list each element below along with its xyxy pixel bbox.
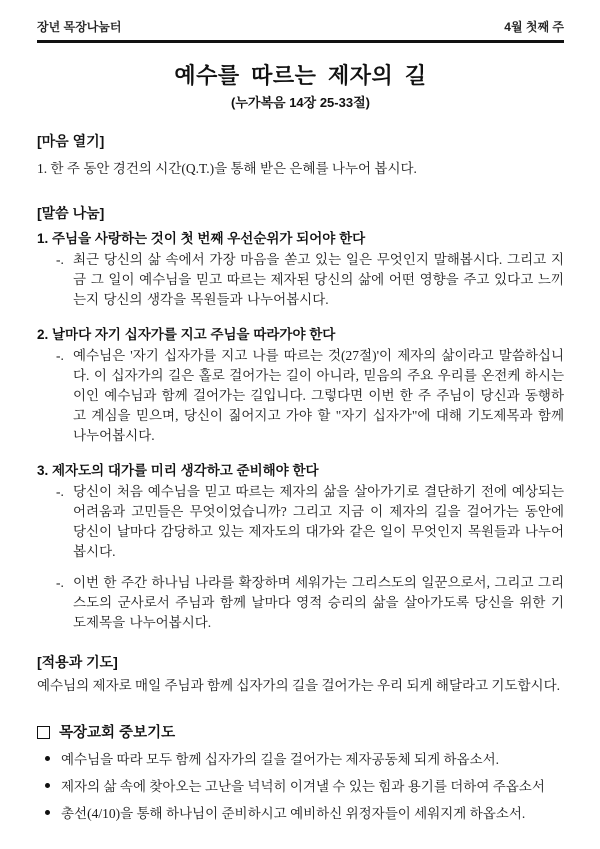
header-rule: [37, 40, 564, 43]
prayer-list: [37, 750, 564, 823]
word-sharing-item-2-sub-1-text: 예수님은 '자기 십자가를 지고 나를 따르는 것(27절)'이 제자의 삶이라고 말씀하십니다. 이 십자가의 길은 홀로 걸어가는 길이 아니라, 믿음의 주요 우리를 온전케 하시는 이인 예수님과 함께 걸어가는 길입니다. 그렇다면 이번 한 주 주님이 당신과 동행하고 계심을 믿으며, 당신이 짊어지고 가야 할 "자기 십자가"에 대해 기도제목과 함께 나누어봅시다.: [73, 348, 564, 443]
application-heading: [적용과 기도]: [37, 654, 118, 670]
word-sharing-item-3-sub-2: [56, 573, 564, 633]
word-sharing-item-1-sub-1: [56, 250, 564, 310]
checkbox-icon: [37, 726, 50, 739]
application-body: 예수님의 제자로 매일 주님과 함께 십자가의 길을 걸어가는 우리 되게 해달라고 기도합시다.: [37, 678, 561, 693]
word-sharing-item-1-sub-1-text: 최근 당신의 삶 속에서 가장 마음을 쏟고 있는 일은 무엇인지 말해봅시다. 그리고 지금 그 일이 예수님을 믿고 따르는 제자된 당신의 삶에 어떤 영향을 주고 있다고 느끼는지 당신의 생각을 목원들과 나누어봅시다.: [73, 252, 564, 307]
dash-marker: -.: [56, 575, 64, 590]
bullet-icon: [45, 810, 50, 815]
prayer-item-2: [45, 777, 564, 796]
word-sharing-item-2: [37, 326, 564, 446]
bullet-icon: [45, 756, 50, 761]
prayer-item-3: [45, 804, 564, 823]
heart-opening-item: 1. 한 주 동안 경건의 시간(Q.T.)을 통해 받은 은혜를 나누어 봅시다.: [37, 161, 417, 176]
dash-marker: -.: [56, 252, 64, 267]
section-heart-opening: [37, 133, 564, 179]
title-block: [37, 63, 564, 111]
scripture-reference: (누가복음 14장 25-33절): [231, 95, 370, 110]
page-header: [37, 19, 564, 35]
section-application-prayer: [37, 654, 564, 696]
word-sharing-item-1: [37, 230, 564, 310]
page-title: 예수를 따르는 제자의 길: [174, 63, 427, 88]
word-sharing-item-3-sub-1-text: 당신이 처음 예수님을 믿고 따르는 제자의 삶을 살아가기로 결단하기 전에 예상되는 어려움과 고민들은 무엇이었습니까? 그리고 지금 이 제자의 길을 걸어가는 동안에 당신이 날마다 감당하고 있는 제자도의 대가와 같은 일이 무엇인지 목원들과 나누어봅시다.: [73, 484, 564, 559]
word-sharing-item-3: [37, 462, 564, 633]
header-series-label: 장년 목장나눔터: [37, 20, 122, 34]
word-sharing-item-1-title: 1. 주님을 사랑하는 것이 첫 번째 우선순위가 되어야 한다: [37, 231, 366, 246]
prayer-item-3-text: 총선(4/10)을 통해 하나님이 준비하시고 예비하신 위정자들이 세워지게 하옵소서.: [61, 806, 526, 821]
word-sharing-item-3-sub-2-text: 이번 한 주간 하나님 나라를 확장하며 세워가는 그리스도의 일꾼으로서, 그리고 그리스도의 군사로서 주님과 함께 날마다 영적 승리의 삶을 살아가도록 당신을 위한 기도제목을 나누어봅시다.: [73, 575, 564, 630]
intercession-heading-row: [37, 724, 564, 742]
word-sharing-item-3-sub-1: [56, 482, 564, 562]
section-intercession: [37, 724, 564, 823]
prayer-item-1: [45, 750, 564, 769]
dash-marker: -.: [56, 348, 64, 363]
dash-marker: -.: [56, 484, 64, 499]
header-week-label: 4월 첫째 주: [504, 20, 564, 34]
word-sharing-item-2-title: 2. 날마다 자기 십자가를 지고 주님을 따라가야 한다: [37, 327, 336, 342]
word-sharing-heading: [말씀 나눔]: [37, 205, 105, 221]
prayer-item-2-text: 제자의 삶 속에 찾아오는 고난을 넉넉히 이겨낼 수 있는 힘과 용기를 더하여 주옵소서: [61, 779, 545, 794]
prayer-item-1-text: 예수님을 따라 모두 함께 십자가의 길을 걸어가는 제자공동체 되게 하옵소서.: [61, 752, 500, 767]
heart-opening-heading: [마음 열기]: [37, 133, 105, 149]
intercession-heading: 목장교회 중보기도: [59, 725, 176, 741]
section-word-sharing: [37, 205, 564, 633]
word-sharing-item-3-title: 3. 제자도의 대가를 미리 생각하고 준비해야 한다: [37, 463, 319, 478]
word-sharing-item-2-sub-1: [56, 346, 564, 446]
bullet-icon: [45, 783, 50, 788]
